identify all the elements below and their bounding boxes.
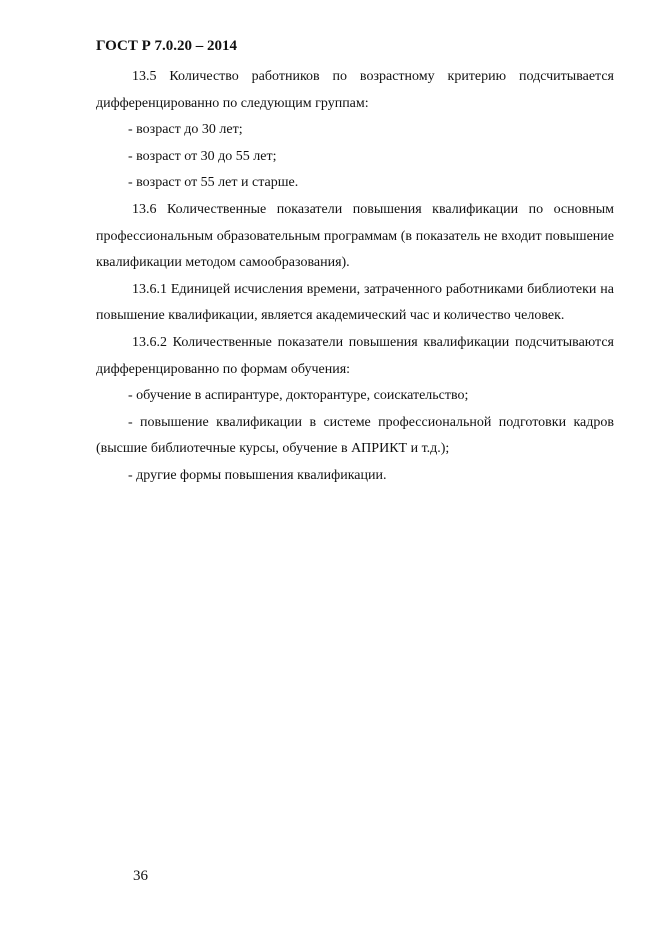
paragraph-13-6: 13.6 Количественные показатели повышения квалификации по основным профессиональным образовательным программам (в показатель не входит повышение квалификации методом самообразования). [96,201,614,271]
list-item-training-form: - повышение квалификации в системе профессиональной подготовки кадров (высшие библиотечные курсы, обучение в АПРИКТ и т.д.); [96,414,614,457]
list-item-age-group: - возраст до 30 лет; [128,122,243,138]
document-body [96,64,614,490]
document-header: ГОСТ Р 7.0.20 – 2014 [96,38,238,54]
list-item-training-form: - другие формы повышения квалификации. [128,467,387,483]
paragraph-13-5: 13.5 Количество работников по возрастному критерию подсчитывается дифференцированно по следующим группам: [96,69,614,111]
paragraph-13-6-2: 13.6.2 Количественные показатели повышения квалификации подсчитываются дифференцированно по формам обучения: [96,334,614,377]
paragraph-13-6-1: 13.6.1 Единицей исчисления времени, затраченного работниками библиотеки на повышение квалификации, является академический час и количество человек. [96,281,614,324]
list-item-age-group: - возраст от 55 лет и старше. [128,175,299,191]
page-number: 36 [133,868,148,884]
list-item-age-group: - возраст от 30 до 55 лет; [128,148,277,164]
list-item-training-form: - обучение в аспирантуре, докторантуре, соискательство; [128,388,469,404]
